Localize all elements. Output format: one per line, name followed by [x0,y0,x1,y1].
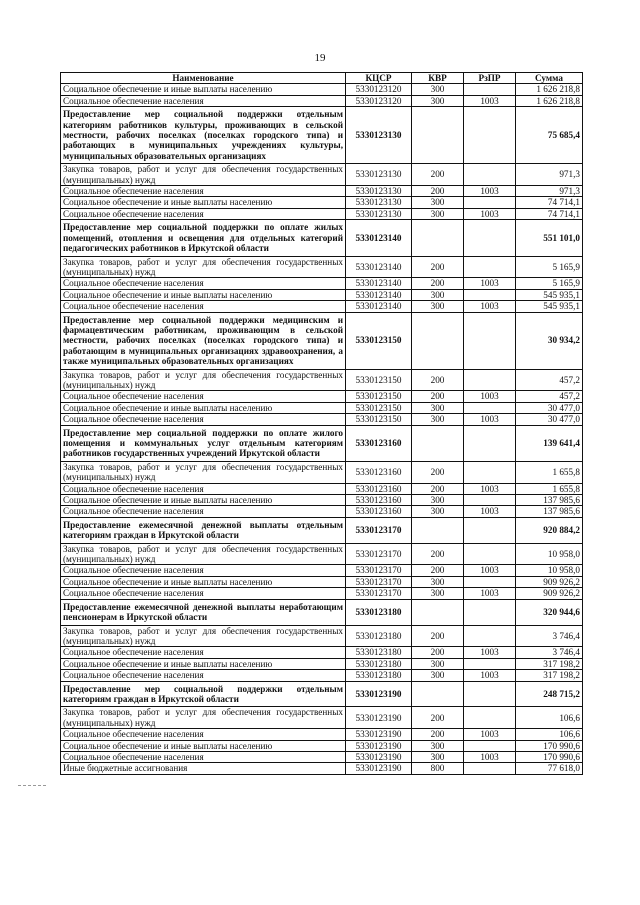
cell-kvr: 300 [412,495,464,506]
cell-kcsr: 5330123140 [346,256,412,278]
cell-sum: 971,3 [516,186,583,197]
cell-kcsr: 5330123180 [346,670,412,681]
cell-kcsr: 5330123150 [346,402,412,413]
cell-rzpr: 1003 [464,751,516,762]
cell-rzpr: 1003 [464,506,516,517]
cell-sum: 3 746,4 [516,625,583,647]
cell-name: Закупка товаров, работ и услуг для обеспечения государственных (муниципальных) нужд [61,625,346,647]
cell-kcsr: 5330123140 [346,278,412,289]
cell-rzpr: 1003 [464,208,516,219]
cell-name: Иные бюджетные ассигнования [61,763,346,774]
cell-name: Социальное обеспечение населения [61,670,346,681]
cell-sum: 971,3 [516,164,583,186]
cell-kvr: 200 [412,369,464,391]
cell-kcsr: 5330123120 [346,84,412,95]
cell-sum: 1 626 218,8 [516,95,583,106]
cell-rzpr: 1003 [464,414,516,425]
cell-kvr: 300 [412,402,464,413]
cell-kcsr: 5330123190 [346,763,412,774]
cell-kcsr: 5330123140 [346,289,412,300]
cell-name: Социальное обеспечение и иные выплаты населению [61,84,346,95]
cell-kcsr: 5330123170 [346,517,412,543]
cell-name: Закупка товаров, работ и услуг для обеспечения государственных (муниципальных) нужд [61,369,346,391]
cell-name: Предоставление мер социальной поддержки отдельным категориям работников культуры, проживающих в сельской местности, рабочих поселках (поселках городского типа) и работающих в муниципальных учреждениях культуры, муниципальных образовательных организациях [61,107,346,164]
table-row [61,402,583,413]
cell-rzpr: 1003 [464,278,516,289]
table-row [61,763,583,774]
header-sum: Сумма [516,73,583,84]
table-row [61,751,583,762]
cell-sum: 320 944,6 [516,599,583,625]
cell-sum: 10 958,0 [516,543,583,565]
cell-name: Социальное обеспечение и иные выплаты населению [61,289,346,300]
cell-rzpr: 1003 [464,729,516,740]
cell-kcsr: 5330123170 [346,565,412,576]
cell-kvr: 200 [412,186,464,197]
cell-rzpr [464,707,516,729]
cell-sum: 1 655,8 [516,461,583,483]
cell-name: Социальное обеспечение населения [61,729,346,740]
cell-kvr: 200 [412,543,464,565]
table-section-row [61,220,583,256]
cell-rzpr [464,740,516,751]
cell-rzpr: 1003 [464,95,516,106]
cell-name: Социальное обеспечение и иные выплаты населению [61,402,346,413]
cell-rzpr: 1003 [464,670,516,681]
table-row [61,289,583,300]
table-row [61,164,583,186]
cell-sum: 30 477,0 [516,414,583,425]
cell-kvr: 300 [412,740,464,751]
cell-kvr: 200 [412,461,464,483]
table-row [61,208,583,219]
table-row [61,740,583,751]
cell-name: Закупка товаров, работ и услуг для обеспечения государственных (муниципальных) нужд [61,543,346,565]
cell-name: Социальное обеспечение и иные выплаты населению [61,495,346,506]
cell-sum: 545 935,1 [516,289,583,300]
cell-kvr [412,312,464,369]
cell-rzpr [464,107,516,164]
cell-rzpr: 1003 [464,186,516,197]
page-number: 19 [314,52,326,64]
cell-rzpr [464,625,516,647]
cell-name: Социальное обеспечение населения [61,95,346,106]
cell-kcsr: 5330123130 [346,164,412,186]
cell-sum: 74 714,1 [516,208,583,219]
cell-name: Социальное обеспечение и иные выплаты населению [61,740,346,751]
cell-kcsr: 5330123150 [346,369,412,391]
cell-kcsr: 5330123130 [346,197,412,208]
cell-sum: 106,6 [516,729,583,740]
table-row [61,625,583,647]
cell-rzpr [464,517,516,543]
cell-name: Социальное обеспечение населения [61,301,346,312]
cell-sum: 5 165,9 [516,278,583,289]
cell-kvr: 200 [412,391,464,402]
cell-kvr [412,425,464,461]
cell-kcsr: 5330123150 [346,312,412,369]
cell-rzpr [464,369,516,391]
table-row [61,84,583,95]
cell-sum: 10 958,0 [516,565,583,576]
cell-sum: 30 934,2 [516,312,583,369]
cell-sum: 317 198,2 [516,658,583,669]
header-kcsr: КЦСР [346,73,412,84]
cell-kvr [412,220,464,256]
cell-kvr: 200 [412,647,464,658]
cell-name: Социальное обеспечение и иные выплаты населению [61,658,346,669]
cell-sum: 545 935,1 [516,301,583,312]
cell-kcsr: 5330123160 [346,425,412,461]
cell-kvr: 800 [412,763,464,774]
table-section-row [61,681,583,707]
cell-name: Социальное обеспечение населения [61,391,346,402]
table-body [61,84,583,774]
cell-rzpr [464,220,516,256]
cell-kvr: 300 [412,670,464,681]
cell-kvr: 300 [412,84,464,95]
cell-sum: 30 477,0 [516,402,583,413]
cell-kvr [412,107,464,164]
table-row [61,369,583,391]
cell-name: Предоставление мер социальной поддержки по оплате жилых помещений, отопления и освещения для отдельных категорий педагогических работников в Иркутской области [61,220,346,256]
cell-kvr: 200 [412,625,464,647]
cell-name: Предоставление мер социальной поддержки по оплате жилого помещения и коммунальных услуг отдельным категориям работников государственных учреждений Иркутской области [61,425,346,461]
table-row [61,647,583,658]
cell-sum: 1 655,8 [516,483,583,494]
cell-kcsr: 5330123160 [346,483,412,494]
cell-kvr: 300 [412,289,464,300]
cell-kvr [412,681,464,707]
cell-kvr: 200 [412,164,464,186]
cell-name: Социальное обеспечение населения [61,506,346,517]
cell-kvr: 300 [412,588,464,599]
cell-name: Предоставление мер социальной поддержки медицинским и фармацевтическим работникам, проживающим в сельской местности, рабочих поселках (поселках городского типа) и работающим в муниципальных организациях здравоохранения, а также муниципальных образовательных организациях [61,312,346,369]
table-row [61,301,583,312]
cell-rzpr [464,543,516,565]
cell-kcsr: 5330123190 [346,681,412,707]
cell-kvr: 300 [412,506,464,517]
cell-kcsr: 5330123150 [346,414,412,425]
cell-rzpr: 1003 [464,301,516,312]
cell-name: Социальное обеспечение населения [61,565,346,576]
table-row [61,576,583,587]
cell-name: Социальное обеспечение населения [61,414,346,425]
cell-sum: 170 990,6 [516,751,583,762]
cell-kcsr: 5330123130 [346,107,412,164]
cell-rzpr [464,312,516,369]
header-kvr: КВР [412,73,464,84]
cell-rzpr: 1003 [464,565,516,576]
cell-kcsr: 5330123170 [346,543,412,565]
cell-kvr [412,599,464,625]
cell-kcsr: 5330123180 [346,599,412,625]
cell-kcsr: 5330123140 [346,301,412,312]
cell-name: Закупка товаров, работ и услуг для обеспечения государственных (муниципальных) нужд [61,256,346,278]
cell-rzpr: 1003 [464,647,516,658]
cell-rzpr [464,681,516,707]
cell-rzpr [464,402,516,413]
cell-kcsr: 5330123180 [346,625,412,647]
cell-sum: 457,2 [516,391,583,402]
cell-kvr: 200 [412,483,464,494]
cell-rzpr: 1003 [464,483,516,494]
cell-kcsr: 5330123180 [346,647,412,658]
table-row [61,461,583,483]
table-row [61,506,583,517]
cell-name: Социальное обеспечение населения [61,186,346,197]
table-row [61,483,583,494]
cell-name: Социальное обеспечение населения [61,208,346,219]
cell-rzpr [464,576,516,587]
header-rzpr: РзПР [464,73,516,84]
cell-rzpr: 1003 [464,588,516,599]
cell-kvr: 300 [412,197,464,208]
cell-rzpr [464,289,516,300]
cell-sum: 74 714,1 [516,197,583,208]
header-name: Наименование [61,73,346,84]
cell-name: Закупка товаров, работ и услуг для обеспечения государственных (муниципальных) нужд [61,164,346,186]
cell-kvr: 300 [412,301,464,312]
table-row [61,95,583,106]
cell-kvr: 300 [412,576,464,587]
cell-kcsr: 5330123130 [346,208,412,219]
cell-sum: 3 746,4 [516,647,583,658]
cell-kcsr: 5330123190 [346,740,412,751]
cell-name: Социальное обеспечение и иные выплаты населению [61,197,346,208]
cell-kcsr: 5330123150 [346,391,412,402]
table-row [61,588,583,599]
cell-name: Социальное обеспечение населения [61,588,346,599]
cell-kvr: 300 [412,95,464,106]
cell-sum: 106,6 [516,707,583,729]
cell-name: Закупка товаров, работ и услуг для обеспечения государственных (муниципальных) нужд [61,707,346,729]
cell-rzpr [464,495,516,506]
cell-rzpr [464,164,516,186]
cell-kvr: 300 [412,751,464,762]
table-section-row [61,107,583,164]
table-section-row [61,425,583,461]
cell-kvr: 300 [412,208,464,219]
cell-rzpr [464,256,516,278]
cell-sum: 77 618,0 [516,763,583,774]
cell-rzpr [464,84,516,95]
cell-kcsr: 5330123160 [346,506,412,517]
table-row [61,278,583,289]
cell-sum: 248 715,2 [516,681,583,707]
cell-kcsr: 5330123160 [346,461,412,483]
cell-sum: 920 884,2 [516,517,583,543]
cell-rzpr: 1003 [464,391,516,402]
cell-kcsr: 5330123170 [346,576,412,587]
cell-kvr: 200 [412,256,464,278]
cell-kcsr: 5330123170 [346,588,412,599]
cell-sum: 137 985,6 [516,506,583,517]
cell-rzpr [464,763,516,774]
budget-table [60,72,583,775]
cell-kvr [412,517,464,543]
cell-name: Предоставление ежемесячной денежной выплаты неработающим пенсионерам в Иркутской области [61,599,346,625]
scan-artifact-mark [18,785,46,787]
cell-sum: 317 198,2 [516,670,583,681]
cell-name: Предоставление ежемесячной денежной выплаты отдельным категориям граждан в Иркутской области [61,517,346,543]
cell-sum: 5 165,9 [516,256,583,278]
table-row [61,729,583,740]
cell-kcsr: 5330123140 [346,220,412,256]
cell-sum: 457,2 [516,369,583,391]
table-row [61,670,583,681]
cell-kcsr: 5330123120 [346,95,412,106]
table-row [61,197,583,208]
cell-name: Социальное обеспечение населения [61,647,346,658]
cell-kcsr: 5330123190 [346,707,412,729]
cell-name: Закупка товаров, работ и услуг для обеспечения государственных (муниципальных) нужд [61,461,346,483]
cell-name: Социальное обеспечение и иные выплаты населению [61,576,346,587]
table-section-row [61,312,583,369]
table-row [61,186,583,197]
cell-kcsr: 5330123190 [346,729,412,740]
cell-sum: 1 626 218,8 [516,84,583,95]
cell-kvr: 200 [412,729,464,740]
table-header-row [61,73,583,84]
table-row [61,414,583,425]
cell-kvr: 200 [412,278,464,289]
table-row [61,391,583,402]
table-section-row [61,599,583,625]
cell-name: Социальное обеспечение населения [61,751,346,762]
cell-kcsr: 5330123130 [346,186,412,197]
table-row [61,256,583,278]
cell-rzpr [464,425,516,461]
cell-name: Социальное обеспечение населения [61,483,346,494]
cell-kvr: 200 [412,565,464,576]
cell-kcsr: 5330123160 [346,495,412,506]
cell-kvr: 200 [412,707,464,729]
cell-sum: 139 641,4 [516,425,583,461]
cell-sum: 909 926,2 [516,576,583,587]
table-row [61,658,583,669]
cell-sum: 551 101,0 [516,220,583,256]
cell-name: Социальное обеспечение населения [61,278,346,289]
cell-sum: 137 985,6 [516,495,583,506]
cell-sum: 170 990,6 [516,740,583,751]
table-row [61,707,583,729]
table-row [61,565,583,576]
cell-kcsr: 5330123190 [346,751,412,762]
cell-name: Предоставление мер социальной поддержки отдельным категориям граждан в Иркутской области [61,681,346,707]
table-row [61,543,583,565]
cell-rzpr [464,599,516,625]
cell-kcsr: 5330123180 [346,658,412,669]
cell-kvr: 300 [412,414,464,425]
table-section-row [61,517,583,543]
cell-rzpr [464,461,516,483]
cell-rzpr [464,658,516,669]
table-row [61,495,583,506]
cell-sum: 75 685,4 [516,107,583,164]
cell-sum: 909 926,2 [516,588,583,599]
cell-kvr: 300 [412,658,464,669]
cell-rzpr [464,197,516,208]
